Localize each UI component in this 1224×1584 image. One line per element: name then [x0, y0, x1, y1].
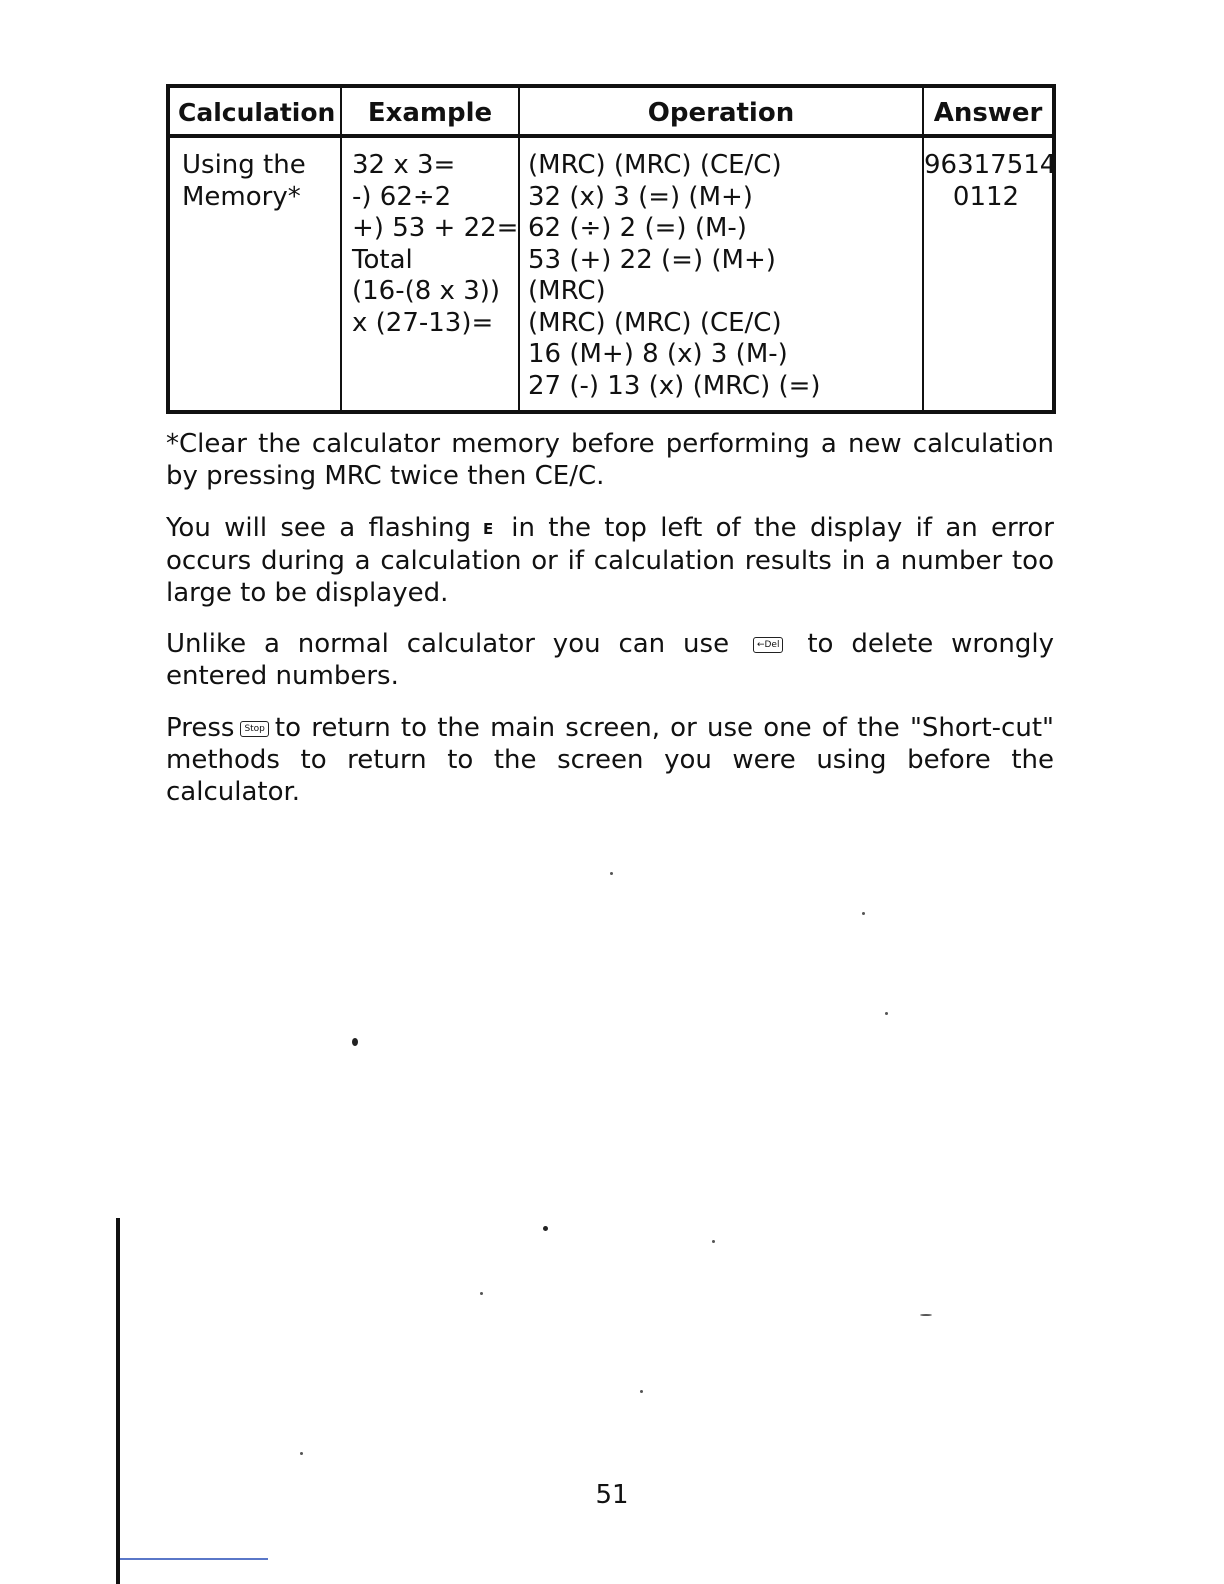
- scan-speck: [885, 1012, 888, 1015]
- scan-speck: [610, 872, 613, 875]
- memory-calculation-table: [166, 84, 1056, 414]
- operation-line: 32 (x) 3 (=) (M+): [528, 181, 753, 212]
- example-cells: [342, 150, 518, 339]
- page-number: 51: [595, 1480, 629, 1510]
- answer-column: [924, 88, 1057, 410]
- delete-paragraph: [166, 628, 1054, 692]
- scan-speck: [640, 1390, 643, 1393]
- example-line: +) 53 + 22=: [352, 213, 519, 243]
- delete-text-after: to delete wrongly entered numbers.: [166, 629, 1055, 691]
- example-column: [342, 88, 520, 410]
- operation-line: 16 (M+) 8 (x) 3 (M-): [528, 339, 788, 369]
- operation-cells: [520, 150, 922, 402]
- scan-edge-shadow: [116, 1218, 120, 1584]
- scan-edge-line: [120, 1558, 268, 1560]
- answer-header: Answer: [924, 88, 1052, 138]
- answer-line: 96317514: [924, 150, 1057, 180]
- example-line: 32 x 3=: [352, 150, 456, 180]
- error-text-after: in the top left of the display if an error occurs during a calculation or if calculation results in a number too large to be displayed.: [166, 513, 1054, 608]
- memory-footnote: *Clear the calculator memory before performing a new calculation by pressing MRC twice then CE/C.: [166, 429, 1054, 491]
- scan-speck: [543, 1226, 548, 1231]
- delete-text-before: Unlike a normal calculator you can use: [166, 629, 730, 659]
- stop-paragraph: [166, 712, 1054, 808]
- example-line: -) 62÷2: [352, 181, 452, 212]
- answer-cells: [924, 150, 1057, 213]
- answer-line: 0112: [952, 181, 1020, 212]
- scan-speck: [352, 1038, 358, 1046]
- scan-speck: [862, 912, 865, 915]
- scan-speck: [480, 1292, 483, 1295]
- scan-speck: [300, 1452, 303, 1455]
- example-line: x (27-13)=: [352, 307, 494, 338]
- stop-key-icon: Stop: [240, 721, 268, 737]
- operation-line: (MRC) (MRC) (CE/C): [528, 150, 782, 180]
- scan-speck: [712, 1240, 715, 1243]
- error-paragraph: [166, 512, 1054, 609]
- operation-line: 62 (÷) 2 (=) (M-): [528, 213, 747, 243]
- calculation-line: Memory*: [182, 181, 301, 212]
- operation-line: 27 (-) 13 (x) (MRC) (=): [528, 370, 821, 401]
- operation-line: (MRC): [528, 276, 606, 306]
- example-line: Total: [352, 244, 413, 275]
- calculation-line: Using the: [182, 150, 306, 180]
- example-line: (16-(8 x 3)): [352, 276, 501, 306]
- calculation-header: Calculation: [170, 88, 340, 138]
- calculation-column: [170, 88, 342, 410]
- error-text-before: You will see a flashing: [166, 513, 472, 543]
- operation-line: (MRC) (MRC) (CE/C): [528, 307, 782, 338]
- example-header: Example: [342, 88, 518, 138]
- scan-speck: [920, 1314, 932, 1316]
- delete-key-icon: ←Del: [753, 637, 784, 653]
- operation-header: Operation: [520, 88, 922, 138]
- stop-text-before: Press: [166, 713, 235, 743]
- stop-text-after: to return to the main screen, or use one of the "Short-cut" methods to return to the screen you were using before the calculator.: [166, 713, 1054, 807]
- operation-line: 53 (+) 22 (=) (M+): [528, 244, 776, 275]
- calculation-cells: [170, 150, 340, 213]
- error-indicator-icon: E: [483, 519, 494, 538]
- operation-column: [520, 88, 924, 410]
